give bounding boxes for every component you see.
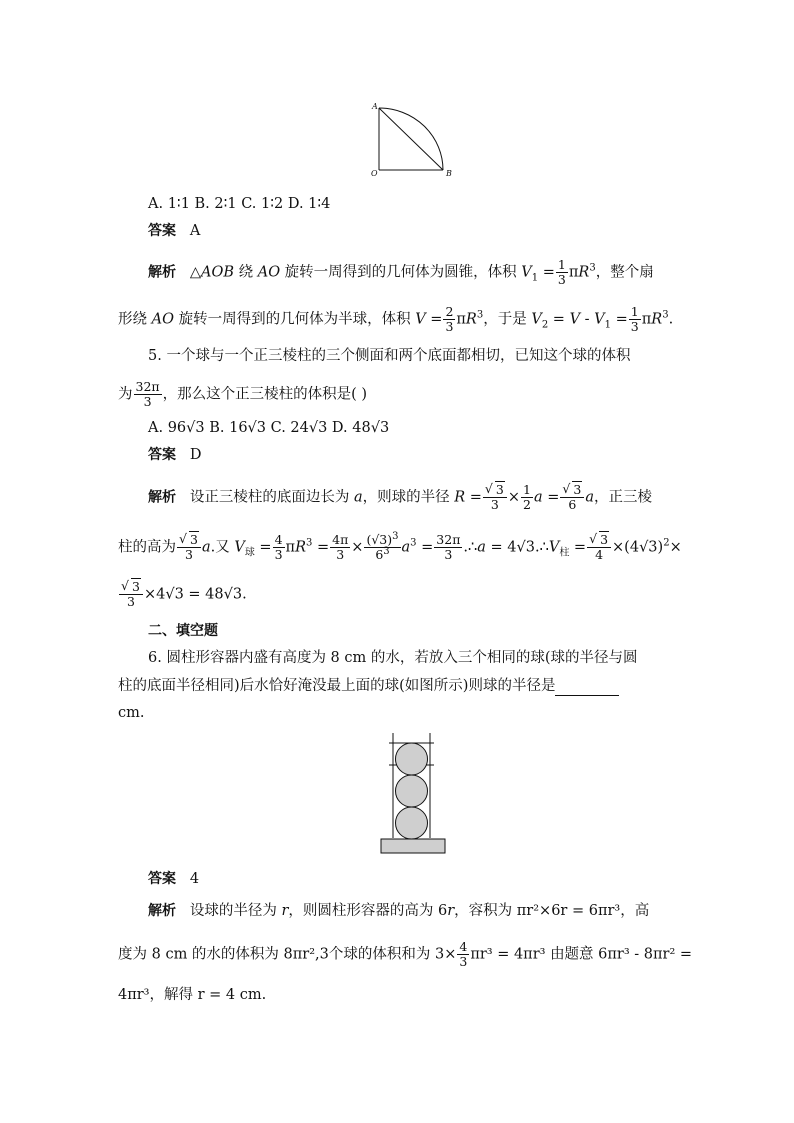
fraction: $\frac{1}{3}$ (557, 257, 566, 287)
fig1-label-o: O (371, 169, 378, 178)
q4-analysis-line2: 形绕 AO 旋转一周得到的几何体为半球，体积 V = $\frac{2}{3}$ $\pi R^3$，于是 $V_2 = V - V_1$ = $\frac{1}{3}$ $\pi R^3$. (118, 304, 674, 334)
text: ，正三棱 (593, 489, 652, 506)
text: 为 (118, 386, 133, 403)
text: △ (189, 264, 201, 281)
text: 绕 (234, 264, 258, 281)
fig1-label-a: A (372, 102, 378, 111)
text: ×4√3 = 48√3. (143, 586, 247, 603)
text: 旋转一周得到的几何体为圆锥，体积 (280, 264, 522, 281)
text: AOB (200, 264, 234, 281)
fig1-label-b: B (446, 169, 452, 178)
text: AO (151, 311, 174, 328)
q5-stem-line1: 5. 一个球与一个正三棱柱的三个侧面和两个底面都相切，已知这个球的体积 (148, 348, 631, 364)
text: ，则圆柱形容器的高为 6 (288, 903, 448, 919)
q5-analysis-line3 (118, 580, 247, 609)
q5-analysis-line1: 解析 设正三棱柱的底面边长为 a，则球的半径 R = √ $\frac{3}{3}$ × $\frac{1}{2}$ a = √ $\frac{3}{6}$ a，正三棱 (148, 483, 652, 512)
text: 柱的底面半径相同)后水恰好淹没最上面的球(如图所示)则球的半径是 (118, 678, 556, 694)
cylinder-balls-figure (374, 727, 454, 859)
answer-value: A (189, 223, 201, 239)
text: ，于是 (483, 311, 532, 328)
fraction: $\frac{(√3)^3}{6^3}$ (366, 530, 399, 562)
text: 柱的高为 (118, 539, 176, 556)
fraction: $\frac{4\pi}{3}$ (332, 532, 349, 562)
q6-analysis-line2 (118, 940, 692, 969)
analysis-label: 解析 (148, 489, 176, 506)
answer-label: 答案 (148, 447, 176, 463)
analysis-label: 解析 (148, 264, 176, 281)
fraction: √ $\frac{3}{4}$ (587, 533, 611, 562)
fraction: $\frac{2}{3}$ (445, 304, 454, 334)
q6-stem-line3: cm. (118, 705, 145, 721)
answer-label: 答案 (148, 871, 176, 887)
text: ，则球的半径 (362, 489, 455, 506)
fraction: $\frac{1}{2}$ (523, 482, 531, 512)
quarter-circle-figure (366, 100, 466, 180)
answer-label: 答案 (148, 223, 176, 239)
q6-analysis-line1: 解析 设球的半径为 r，则圆柱形容器的高为 6r，容积为 πr²×6r = 6πr³，高 (148, 903, 650, 919)
text: 形绕 (118, 311, 152, 328)
fraction: √ $\frac{3}{3}$ (483, 483, 507, 512)
q4-answer-row (148, 221, 200, 241)
fraction: √ $\frac{3}{3}$ (119, 580, 143, 609)
q4-options: A. 1∶1 B. 2∶1 C. 1∶2 D. 1∶4 (148, 196, 331, 212)
text: .又 (210, 539, 235, 556)
text: πr³ = 4πr³ 由题意 6πr³ - 8πr² = (470, 946, 693, 963)
answer-value: D (189, 447, 202, 463)
fraction: $\frac{1}{3}$ (630, 304, 639, 334)
q4-analysis-line1: 解析 △AOB 绕 AO 旋转一周得到的几何体为圆锥，体积 $V_1$ = $\frac{1}{3}$ $\pi R^3$，整个扇 (148, 257, 654, 287)
fraction: $\frac{32\pi}{3}$ (135, 379, 160, 409)
section-heading: 二、填空题 (148, 623, 218, 639)
q5-options: A. 96√3 B. 16√3 C. 24√3 D. 48√3 (148, 420, 390, 436)
text: ，容积为 πr²×6r = 6πr³，高 (454, 903, 650, 919)
text: AO (257, 264, 281, 281)
text: . (668, 311, 674, 328)
q6-analysis-line3: 4πr³，解得 r = 4 cm. (118, 987, 267, 1003)
text: 设球的半径为 (189, 903, 282, 919)
fraction: $\frac{32\pi}{3}$ (436, 532, 461, 562)
q5-stem-line2 (118, 380, 367, 409)
text: 旋转一周得到的几何体为半球，体积 (173, 311, 416, 328)
answer-blank (555, 681, 619, 696)
text: 设正三棱柱的底面边长为 (189, 489, 354, 506)
q6-stem-line2 (118, 676, 619, 696)
text: ，那么这个正三棱柱的体积是( ) (162, 386, 368, 403)
q6-stem-line1: 6. 圆柱形容器内盛有高度为 8 cm 的水，若放入三个相同的球(球的半径与圆 (148, 650, 638, 666)
text: ，整个扇 (595, 264, 654, 281)
fraction: √ $\frac{3}{6}$ (560, 483, 584, 512)
q6-answer-row (148, 869, 199, 889)
text: 度为 8 cm 的水的体积为 8πr²,3个球的体积和为 3× (118, 946, 457, 963)
fraction: $\frac{4}{3}$ (459, 939, 468, 969)
q5-answer-row (148, 445, 201, 465)
q5-analysis-line2: 柱的高为 √ $\frac{3}{3}$ a.又 $V_球$ = $\frac{4}{3}$ $\pi R^3$ = $\frac{4\pi}{3}$ × $\frac{(√3)^3}{6^3}$ $a^3$ = $\frac{32\pi}{3}$ .∴a = $4√3.\therefore V_柱$ = √ $\frac{3}{4}$ $\times(4√3)^2\times$ (118, 533, 682, 562)
fraction: √ $\frac{3}{3}$ (177, 533, 201, 562)
fraction: $\frac{4}{3}$ (274, 532, 283, 562)
analysis-label: 解析 (148, 903, 176, 919)
answer-value: 4 (189, 871, 200, 887)
